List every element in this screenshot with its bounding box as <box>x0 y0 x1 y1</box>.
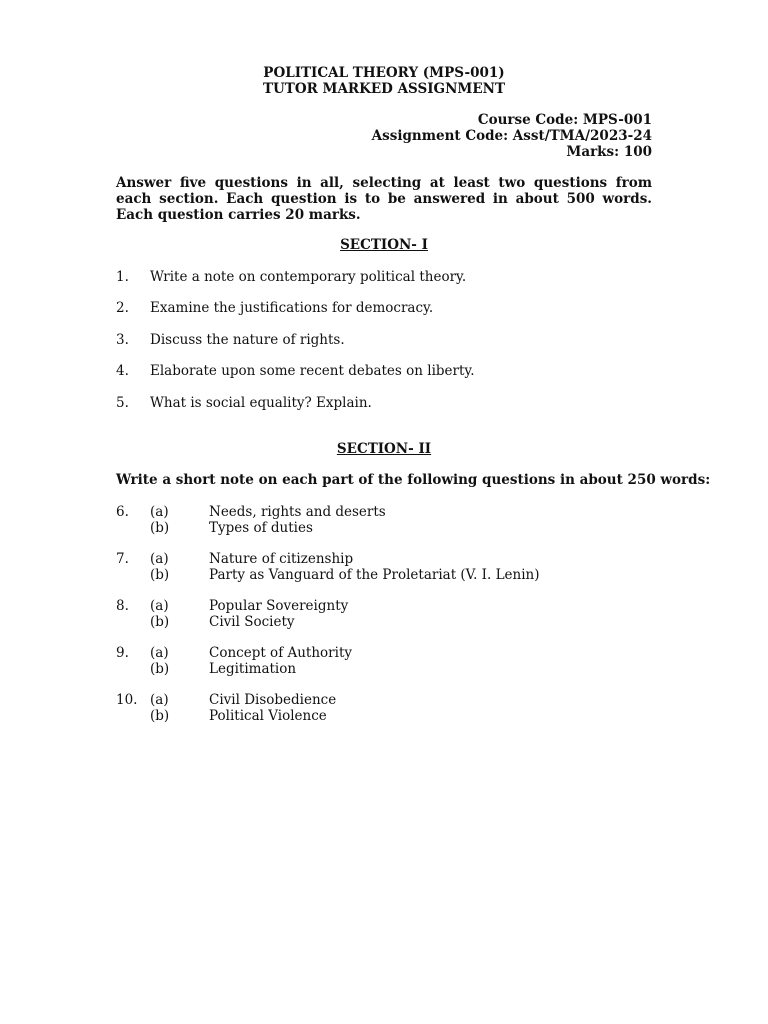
assignment-meta <box>372 112 652 160</box>
question-number: 4. <box>116 363 129 379</box>
section-2-instructions: Write a short note on each part of the following questions in about 250 words: <box>116 472 711 488</box>
part-text: Party as Vanguard of the Proletariat (V. I. Lenin) <box>209 566 540 583</box>
part-text: Needs, rights and deserts <box>209 504 386 520</box>
assignment-code: Assignment Code: Asst/TMA/2023-24 <box>371 128 652 144</box>
question-item <box>116 505 676 537</box>
question-number: 9. <box>116 645 129 661</box>
question-item <box>116 552 676 584</box>
part-text: Popular Sovereignty <box>209 598 349 614</box>
document-subtitle: TUTOR MARKED ASSIGNMENT <box>262 80 506 97</box>
question-text: Elaborate upon some recent debates on liberty. <box>150 363 475 379</box>
part-label: (b) <box>150 566 170 583</box>
question-number: 5. <box>116 395 129 411</box>
question-text: Write a note on contemporary political theory. <box>150 269 467 285</box>
part-text: Concept of Authority <box>209 645 352 661</box>
part-label: (a) <box>150 692 169 708</box>
part-label: (a) <box>150 598 169 614</box>
part-text: Nature of citizenship <box>209 551 354 567</box>
question-number: 7. <box>116 551 129 567</box>
general-instructions: Answer five questions in all, selecting at least two questions from each section. Each question is to be answered in about 500 words. Each question carries 20 marks. <box>116 175 652 223</box>
question-number: 6. <box>116 504 129 520</box>
part-label: (b) <box>150 707 170 724</box>
question-item <box>116 646 676 678</box>
course-code: Course Code: MPS-001 <box>477 112 652 128</box>
question-number: 10. <box>116 692 138 708</box>
part-label: (b) <box>150 613 170 630</box>
question-number: 8. <box>116 598 129 614</box>
part-text: Legitimation <box>209 660 297 677</box>
part-text: Types of duties <box>209 519 313 536</box>
marks: Marks: 100 <box>566 144 652 160</box>
part-label: (b) <box>150 660 170 677</box>
part-label: (a) <box>150 551 169 567</box>
section-2-heading: SECTION- II <box>336 441 432 457</box>
part-text: Civil Society <box>209 613 295 630</box>
part-text: Political Violence <box>209 707 327 724</box>
part-label: (a) <box>150 645 169 661</box>
part-text: Civil Disobedience <box>209 692 337 708</box>
question-text: What is social equality? Explain. <box>150 395 372 411</box>
question-item <box>116 599 676 631</box>
question-text: Examine the justifications for democracy. <box>150 300 434 316</box>
document-title: POLITICAL THEORY (MPS-001) <box>263 65 505 81</box>
part-label: (a) <box>150 504 169 520</box>
question-number: 3. <box>116 332 129 348</box>
part-label: (b) <box>150 519 170 536</box>
question-text: Discuss the nature of rights. <box>150 332 345 348</box>
question-item <box>116 693 676 725</box>
section-1-heading: SECTION- I <box>340 237 428 253</box>
title-block <box>0 66 768 97</box>
question-number: 1. <box>116 269 129 285</box>
question-number: 2. <box>116 300 129 316</box>
